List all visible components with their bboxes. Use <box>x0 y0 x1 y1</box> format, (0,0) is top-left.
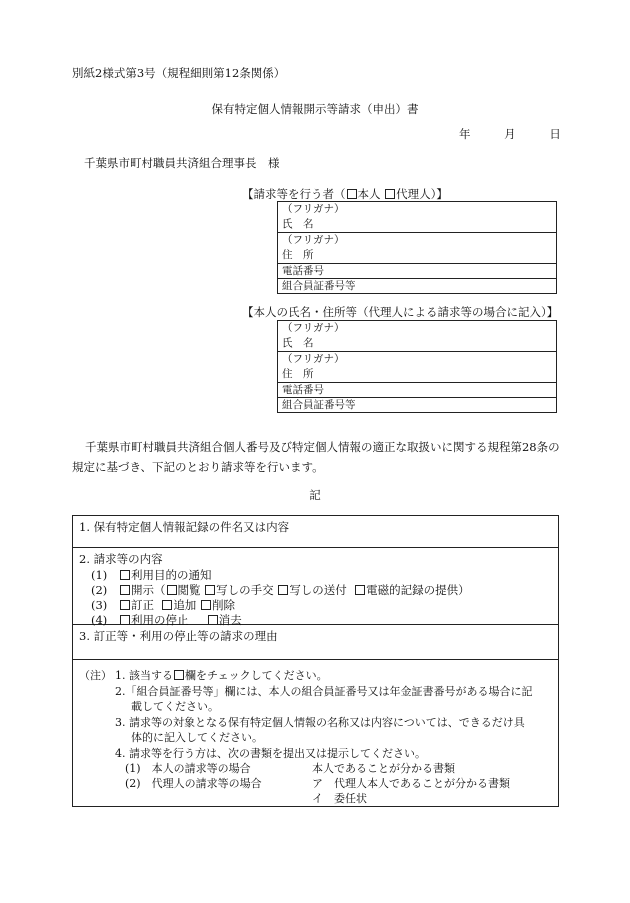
name-label: 氏 名 <box>282 218 314 230</box>
note-1: 1. 該当する 欄をチェックしてください。 <box>115 669 328 682</box>
notes-label: （注） <box>79 669 112 682</box>
month-label: 月 <box>504 127 516 141</box>
intro-paragraph: 千葉県市町村職員共済組合個人番号及び特定個人情報の適正な取扱いに関する規程第28条の規定に基づき、下記のとおり請求等を行います。 <box>72 440 560 474</box>
disclosure-checkbox[interactable] <box>120 585 130 595</box>
year-label: 年 <box>459 127 471 141</box>
stop-use-checkbox[interactable] <box>120 615 130 625</box>
note-4-2-doc-a: ア 代理人本人であることが分かる書類 <box>312 777 510 790</box>
requester-address-cell[interactable] <box>278 233 557 264</box>
principal-address-cell[interactable] <box>278 352 557 383</box>
day-label: 日 <box>549 127 561 141</box>
name-kana-label: （フリガナ） <box>282 203 345 215</box>
address-label: 住 所 <box>282 368 314 380</box>
agent-checkbox[interactable] <box>385 189 395 199</box>
ki-heading: 記 <box>309 488 321 502</box>
name-kana-label: （フリガナ） <box>282 322 345 334</box>
request-form-box <box>72 515 559 807</box>
principal-name-cell[interactable] <box>278 321 557 352</box>
principal-phone-cell[interactable] <box>278 383 557 398</box>
viewing-checkbox[interactable] <box>167 585 177 595</box>
address-kana-label: （フリガナ） <box>282 353 345 365</box>
checkbox-symbol <box>174 670 184 680</box>
note-4-2-label: (2) 代理人の請求等の場合 <box>125 777 262 790</box>
requester-heading: 【請求等を行う者（ 本人 代理人）】 <box>242 187 448 201</box>
deletion-checkbox[interactable] <box>201 600 211 610</box>
item1-label: 1. 保有特定個人情報記録の件名又は内容 <box>79 520 290 534</box>
name-label: 氏 名 <box>282 337 314 349</box>
requester-phone-cell[interactable] <box>278 264 557 279</box>
phone-label: 電話番号 <box>282 384 324 396</box>
item1-row[interactable] <box>73 516 558 548</box>
address-kana-label: （フリガナ） <box>282 234 345 246</box>
note-3-line-1: 3. 請求等の対象となる保有特定個人情報の名称又は内容については、できるだけ具 <box>115 716 525 729</box>
option-1: (1) 利用目的の通知 <box>91 568 212 582</box>
principal-table <box>277 320 557 413</box>
note-2-line-2: 載してください。 <box>131 700 219 713</box>
option-3: (3) 訂正 追加 削除 <box>91 598 235 612</box>
item3-label: 3. 訂正等・利用の停止等の請求の理由 <box>79 629 278 643</box>
principal-heading: 【本人の氏名・住所等（代理人による請求等の場合に記入）】 <box>242 305 559 319</box>
item2-row <box>73 548 558 625</box>
note-3-line-2: 体的に記入してください。 <box>131 731 263 744</box>
requester-name-cell[interactable] <box>278 202 557 233</box>
erase-checkbox[interactable] <box>208 615 218 625</box>
option-4: (4) 利用の停止 消去 <box>91 613 242 627</box>
note-4: 4. 請求等を行う方は、次の書類を提出又は提示してください。 <box>115 747 426 760</box>
addition-checkbox[interactable] <box>162 600 172 610</box>
copy-handover-checkbox[interactable] <box>205 585 215 595</box>
option-2: (2) 開示（ 閲覧 写しの手交 写しの送付 電磁的記録の提供） <box>91 583 470 597</box>
document-title: 保有特定個人情報開示等請求（申出）書 <box>211 102 419 116</box>
note-4-1-doc: 本人であることが分かる書類 <box>312 762 455 775</box>
item2-label: 2. 請求等の内容 <box>79 552 163 566</box>
phone-label: 電話番号 <box>282 265 324 277</box>
purpose-notice-checkbox[interactable] <box>120 570 130 580</box>
addressee: 千葉県市町村職員共済組合理事長 様 <box>84 156 280 170</box>
self-checkbox[interactable] <box>347 189 357 199</box>
note-4-2-doc-b: イ 委任状 <box>312 792 367 805</box>
form-number: 別紙2様式第3号（規程細則第12条関係） <box>72 66 286 80</box>
requester-member-no-cell[interactable] <box>278 279 557 294</box>
requester-table <box>277 201 557 294</box>
correction-checkbox[interactable] <box>120 600 130 610</box>
member-no-label: 組合員証番号等 <box>282 280 356 292</box>
note-4-1-label: (1) 本人の請求等の場合 <box>125 762 251 775</box>
copy-mail-checkbox[interactable] <box>278 585 288 595</box>
date-line <box>459 126 561 142</box>
note-2-line-1: 2.「組合員証番号等」欄には、本人の組合員証番号又は年金証書番号がある場合に記 <box>115 685 533 698</box>
electronic-record-checkbox[interactable] <box>355 585 365 595</box>
principal-member-no-cell[interactable] <box>278 398 557 413</box>
address-label: 住 所 <box>282 249 314 261</box>
member-no-label: 組合員証番号等 <box>282 399 356 411</box>
item3-row[interactable] <box>73 625 558 660</box>
